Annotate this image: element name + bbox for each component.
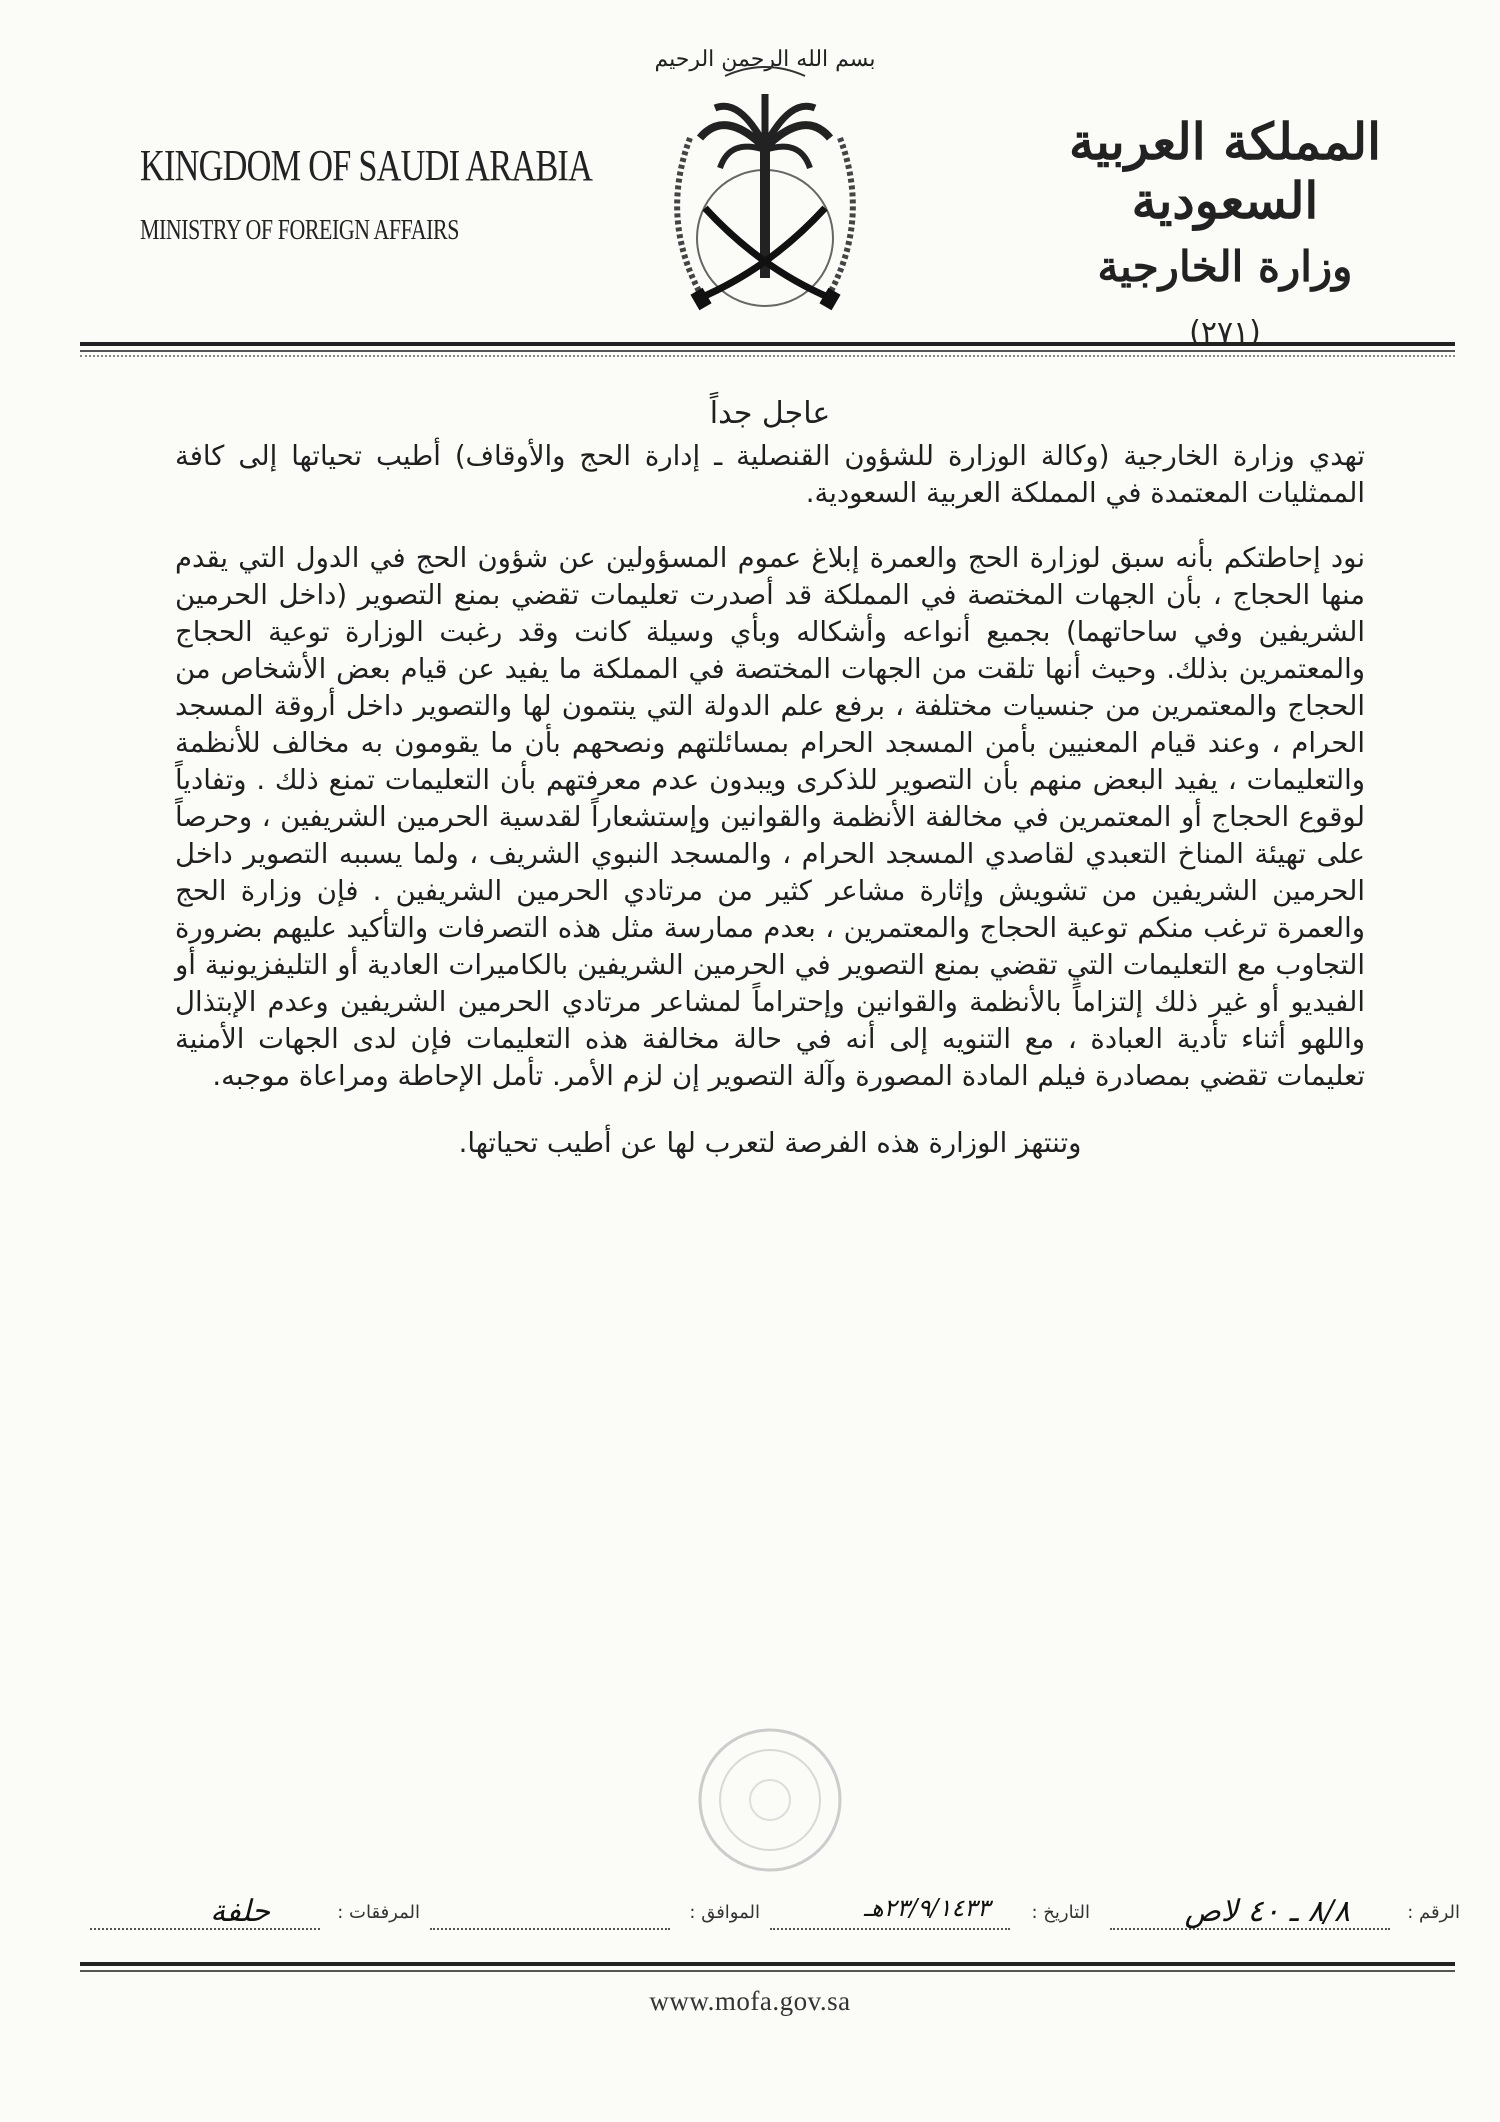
letterhead-ar-kingdom: المملكة العربية السعودية (1069, 112, 1381, 230)
urgent-heading: عاجل جداً (709, 396, 831, 431)
letterhead-english (140, 140, 593, 247)
date-dots (770, 1928, 1010, 1930)
header-divider-dotted (80, 355, 1455, 357)
attachments-dots (90, 1928, 320, 1930)
number-value: ٨/٨ ـ ٤٠ لاص (1184, 1894, 1350, 1929)
date-value: ٢٣/٩/١٤٣٣هـ (863, 1894, 990, 1922)
closing-paragraph: وتنتهز الوزارة هذه الفرصة لتعرب لها عن أطيب تحياتها. (458, 1127, 1082, 1159)
emblem-basmala: بسم الله الرحمن الرحيم (654, 47, 876, 72)
letterhead-code: (٢٧١) (1189, 315, 1261, 350)
letterhead-ar-ministry: وزارة الخارجية (1097, 242, 1353, 291)
corresponding-label: الموافق : (689, 1902, 760, 1923)
attachments-label: المرفقات : (337, 1902, 420, 1923)
letter-body (175, 395, 1365, 1162)
letterhead-en-kingdom: KINGDOM OF SAUDI ARABIA (140, 141, 593, 190)
footer-divider (80, 1962, 1455, 1972)
corresponding-dots (430, 1928, 670, 1930)
header-divider (80, 342, 1455, 352)
saudi-emblem-logo (630, 28, 900, 338)
letterhead-en-ministry: MINISTRY OF FOREIGN AFFAIRS (140, 215, 459, 246)
date-label: التاريخ : (1031, 1902, 1090, 1923)
faint-seal-stamp (690, 1720, 850, 1880)
number-label: الرقم : (1407, 1902, 1460, 1923)
reference-row (90, 1894, 1460, 1942)
attachments-value: حلفة (210, 1894, 270, 1929)
main-paragraph: نود إحاطتكم بأنه سبق لوزارة الحج والعمرة إبلاغ عموم المسؤولين عن شؤون الحج في الدول التي يقدم منها الحجاج ، بأن الجهات المختصة في المملكة قد أصدرت تعليمات تقضي بمنع التصوير (داخل الحرمين الشريفين وفي ساحاتهما) بجميع أنواعه وأشكاله وبأي وسيلة كانت وقد رغبت الوزارة توعية الحجاج والمعتمرين بذلك. وحيث أنها تلقت من الجهات المختصة في المملكة ما يفيد عن قيام بعض الأشخاص من الحجاج والمعتمرين من جنسيات مختلفة ، برفع علم الدولة التي ينتمون لها والتصوير داخل أروقة المسجد الحرام ، وعند قيام المعنيين بأمن المسجد الحرام بمسائلتهم ونصحهم بأن ما يقومون به مخالف للأنظمة والتعليمات ، يفيد البعض منهم بأن التصوير للذكرى ويبدون عدم معرفتهم بأن التعليمات تمنع ذلك . وتفادياً لوقوع الحجاج أو المعتمرين في مخالفة الأنظمة والقوانين وإستشعاراً لقدسية الحرمين الشريفين ، وحرصاً على تهيئة المناخ التعبدي لقاصدي المسجد الحرام ، والمسجد النبوي الشريف ، ولما يسببه التصوير داخل الحرمين الشريفين من تشويش وإثارة مشاعر كثير من مرتادي الحرمين الشريفين . فإن وزارة الحج والعمرة ترغب منكم توعية الحجاج والمعتمرين ، بعدم ممارسة مثل هذه التصرفات والتأكيد عليهم بضرورة التجاوب مع التعليمات التي تقضي بمنع التصوير في الحرمين الشريفين بالكاميرات العادية أو التليفزيونية أو الفيديو أو غير ذلك إلتزاماً بالأنظمة والقوانين وإحتراماً لمشاعر مرتادي الحرمين الشريفين وعدم الإبتذال واللهو أثناء تأدية العبادة ، مع التنويه إلى أنه في حالة مخالفة هذه التعليمات فإن لدى الجهات الأمنية تعليمات تقضي بمصادرة فيلم المادة المصورة وآلة التصوير إن لزم الأمر. تأمل الإحاطة ومراعاة موجبه. (175, 542, 1365, 1092)
website-url: www.mofa.gov.sa (649, 1986, 851, 2016)
greeting-paragraph: تهدي وزارة الخارجية (وكالة الوزارة للشؤون القنصلية ـ إدارة الحج والأوقاف) أطيب تحياتها إلى كافة الممثليات المعتمدة في المملكة العربية السعودية. (175, 440, 1365, 509)
letterhead-arabic (1060, 112, 1390, 350)
